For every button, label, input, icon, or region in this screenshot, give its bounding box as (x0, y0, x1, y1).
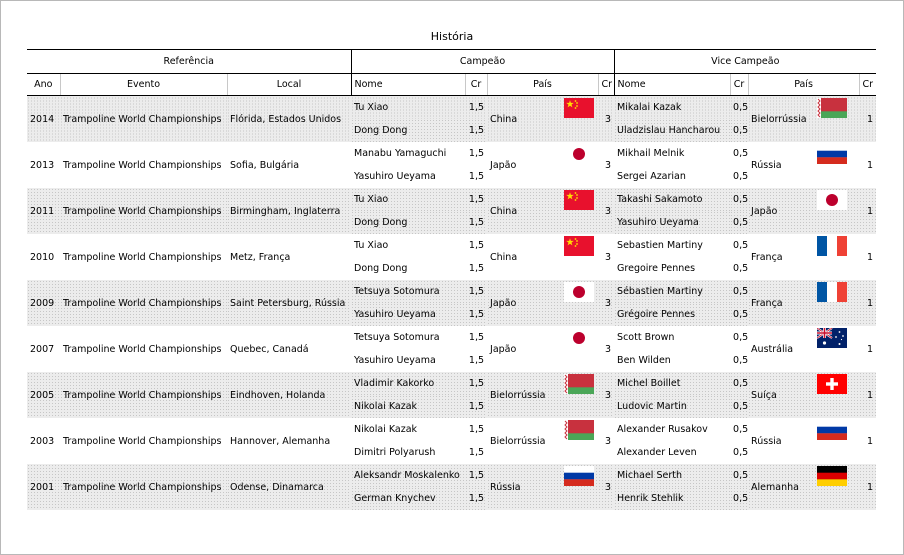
vice-name-2: Gregoire Pennes (617, 263, 696, 274)
champion-name-2: Nikolai Kazak (351, 395, 465, 418)
champion-country-name: Japão (490, 297, 517, 309)
vice-cr-2: 0,5 (733, 355, 749, 366)
vice-name-2: Ben Wilden (617, 355, 671, 366)
vice-cr-2: 0,5 (733, 447, 749, 458)
champion-total-cell: 3 (605, 435, 612, 447)
china-flag-icon (564, 236, 594, 256)
champion-cr-2: 1,5 (468, 447, 485, 458)
champion-name-1: Tu Xiao (354, 240, 389, 251)
year-cell: 2013 (30, 159, 55, 171)
vice-cr-1: 0,5 (733, 332, 749, 343)
champion-total-cell: 3 (598, 280, 614, 326)
location-cell: Odense, Dinamarca (227, 464, 351, 510)
event-cell: Trampoline World Championships (60, 464, 227, 510)
vice-country-name: Rússia (751, 159, 782, 171)
header-location: Local (227, 74, 351, 96)
vice-name-1: Sebastien Martiny (617, 240, 703, 251)
header-vice-cr: Cr (730, 74, 748, 96)
vice-cr-1: 0,5 (730, 372, 748, 395)
location-cell: Birmingham, Inglaterra (227, 188, 351, 234)
location-cell: Flórida, Estados Unidos (227, 96, 351, 143)
champion-country-name: Japão (490, 343, 517, 355)
vice-name-1: Michel Boillet (614, 372, 730, 395)
history-table (27, 49, 876, 510)
champion-cr-1: 1,5 (468, 332, 485, 343)
belarus-flag-icon (564, 374, 594, 394)
header-champion-cr: Cr (465, 74, 487, 96)
header-vice-name: Nome (614, 74, 730, 96)
champion-country-cell (487, 418, 598, 464)
vice-name-2: Henrik Stehlik (614, 487, 730, 510)
champion-cr-1: 1,5 (465, 372, 487, 395)
champion-cr-1: 1,5 (468, 148, 485, 159)
russia-flag-icon (564, 466, 594, 486)
year-cell: 2007 (30, 343, 55, 355)
event-cell: Trampoline World Championships (60, 188, 227, 234)
vice-cr-1: 0,5 (733, 240, 749, 251)
japan-flag-icon (564, 328, 594, 348)
group-vice: Vice Campeão (614, 50, 876, 74)
vice-name-1: Mikalai Kazak (614, 96, 730, 120)
champion-total-cell: 3 (598, 372, 614, 418)
champion-country-cell (487, 142, 598, 188)
vice-total-cell: 1 (859, 188, 876, 234)
champion-country-cell (487, 234, 598, 280)
vice-country-name: Suíça (751, 389, 777, 401)
champion-cr-1: 1,5 (465, 464, 487, 487)
vice-name-1: Alexander Rusakov (617, 424, 708, 435)
table-row (27, 142, 876, 165)
champion-name-1: Tu Xiao (351, 188, 465, 211)
vice-cr-1: 0,5 (730, 280, 748, 303)
champion-total-cell: 3 (605, 343, 612, 355)
header-vice-country: País (748, 74, 859, 96)
column-header-row (27, 74, 876, 96)
vice-country-cell (748, 188, 859, 234)
vice-name-1: Takashi Sakamoto (614, 188, 730, 211)
vice-total-cell: 1 (867, 435, 874, 447)
header-champion-total: Cr (598, 74, 614, 96)
table-row (27, 464, 876, 487)
event-cell: Trampoline World Championships (63, 343, 222, 355)
location-cell: Sofia, Bulgária (230, 159, 300, 171)
champion-cr-1: 1,5 (465, 188, 487, 211)
year-cell: 2009 (27, 280, 60, 326)
vice-name-1: Scott Brown (617, 332, 675, 343)
champion-name-2: Dong Dong (351, 211, 465, 234)
group-reference: Referência (27, 50, 351, 74)
champion-name-1: Manabu Yamaguchi (354, 148, 447, 159)
champion-cr-2: 1,5 (465, 487, 487, 510)
champion-name-2: Yasuhiro Ueyama (354, 171, 436, 182)
vice-total-cell: 1 (859, 280, 876, 326)
vice-country-name: Japão (751, 205, 778, 217)
champion-country-cell (487, 326, 598, 372)
champion-name-1: Aleksandr Moskalenko (351, 464, 465, 487)
vice-country-cell (748, 96, 859, 143)
champion-name-2: Dong Dong (354, 263, 408, 274)
vice-country-name: Austrália (751, 343, 794, 355)
japan-flag-icon (817, 190, 847, 210)
germany-flag-icon (817, 466, 847, 486)
champion-name-1: Tetsuya Sotomura (354, 332, 440, 343)
table-title: História (430, 30, 474, 43)
champion-country-name: Rússia (490, 481, 521, 493)
champion-cr-1: 1,5 (468, 424, 485, 435)
champion-cr-1: 1,5 (465, 280, 487, 303)
france-flag-icon (817, 236, 847, 256)
champion-total-cell: 3 (605, 159, 612, 171)
event-cell: Trampoline World Championships (63, 159, 222, 171)
vice-name-1: Mikhail Melnik (617, 148, 685, 159)
location-cell: Quebec, Canadá (230, 343, 309, 355)
table-row (27, 326, 876, 349)
champion-country-cell (487, 280, 598, 326)
table-row (27, 372, 876, 395)
table-row (27, 280, 876, 303)
year-cell: 2001 (27, 464, 60, 510)
champion-cr-2: 1,5 (468, 171, 485, 182)
vice-cr-1: 0,5 (733, 424, 749, 435)
vice-country-name: França (751, 297, 783, 309)
champion-country-cell (487, 464, 598, 510)
champion-cr-1: 1,5 (468, 240, 485, 251)
vice-name-2: Ludovic Martin (614, 395, 730, 418)
vice-country-cell (748, 464, 859, 510)
header-champion-name: Nome (351, 74, 465, 96)
champion-name-1: Tetsuya Sotomura (351, 280, 465, 303)
russia-flag-icon (817, 144, 847, 164)
vice-country-cell (748, 418, 859, 464)
location-cell: Hannover, Alemanha (230, 435, 331, 447)
champion-country-name: Bielorrússia (490, 389, 546, 401)
vice-total-cell: 1 (859, 372, 876, 418)
vice-country-cell (748, 234, 859, 280)
vice-country-cell (748, 326, 859, 372)
champion-cr-2: 1,5 (468, 355, 485, 366)
vice-country-name: Rússia (751, 435, 782, 447)
location-cell: Saint Petersburg, Rússia (227, 280, 351, 326)
france-flag-icon (817, 282, 847, 302)
header-event: Evento (60, 74, 227, 96)
table-row (27, 418, 876, 441)
belarus-flag-icon (817, 98, 847, 118)
japan-flag-icon (564, 144, 594, 164)
vice-total-cell: 1 (867, 159, 874, 171)
champion-name-1: Tu Xiao (351, 96, 465, 120)
vice-country-cell (748, 372, 859, 418)
group-champion: Campeão (351, 50, 614, 74)
champion-total-cell: 3 (598, 464, 614, 510)
event-cell: Trampoline World Championships (63, 251, 222, 263)
champion-country-name: China (490, 113, 518, 125)
vice-name-1: Michael Serth (614, 464, 730, 487)
champion-name-2: Dong Dong (351, 119, 465, 142)
champion-cr-2: 1,5 (465, 303, 487, 326)
russia-flag-icon (817, 420, 847, 440)
champion-country-cell (487, 96, 598, 143)
champion-total-cell: 3 (598, 188, 614, 234)
vice-name-2: Sergei Azarian (617, 171, 686, 182)
vice-cr-1: 0,5 (730, 188, 748, 211)
champion-name-1: Vladimir Kakorko (351, 372, 465, 395)
champion-country-name: China (490, 205, 518, 217)
vice-total-cell: 1 (867, 343, 874, 355)
champion-name-2: Yasuhiro Ueyama (354, 355, 436, 366)
champion-cr-1: 1,5 (465, 96, 487, 120)
china-flag-icon (564, 98, 594, 118)
vice-total-cell: 1 (867, 251, 874, 263)
vice-cr-1: 0,5 (730, 464, 748, 487)
vice-cr-1: 0,5 (733, 148, 749, 159)
event-cell: Trampoline World Championships (60, 372, 227, 418)
vice-country-name: Alemanha (751, 481, 799, 493)
location-cell: Eindhoven, Holanda (227, 372, 351, 418)
location-cell: Metz, França (230, 251, 291, 263)
champion-name-2: German Knychev (351, 487, 465, 510)
year-cell: 2011 (27, 188, 60, 234)
vice-cr-2: 0,5 (733, 263, 749, 274)
champion-name-2: Dimitri Polyarush (354, 447, 436, 458)
vice-total-cell: 1 (859, 464, 876, 510)
australia-flag-icon (817, 328, 847, 348)
event-cell: Trampoline World Championships (63, 435, 222, 447)
vice-country-cell (748, 142, 859, 188)
event-cell: Trampoline World Championships (60, 280, 227, 326)
vice-name-2: Yasuhiro Ueyama (614, 211, 730, 234)
header-champion-country: País (487, 74, 598, 96)
table-row (27, 188, 876, 211)
champion-cr-2: 1,5 (468, 263, 485, 274)
champion-name-1: Nikolai Kazak (354, 424, 418, 435)
vice-name-1: Sébastien Martiny (614, 280, 730, 303)
table-row (27, 96, 876, 120)
year-cell: 2010 (30, 251, 55, 263)
china-flag-icon (564, 190, 594, 210)
vice-name-2: Alexander Leven (617, 447, 697, 458)
vice-country-cell (748, 280, 859, 326)
vice-country-name: Bielorrússia (751, 113, 807, 125)
champion-cr-2: 1,5 (465, 395, 487, 418)
vice-country-name: França (751, 251, 783, 263)
vice-total-cell: 1 (859, 96, 876, 143)
champion-country-name: China (490, 251, 518, 263)
champion-total-cell: 3 (598, 96, 614, 143)
champion-country-cell (487, 188, 598, 234)
header-vice-total: Cr (859, 74, 876, 96)
year-cell: 2003 (30, 435, 55, 447)
event-cell: Trampoline World Championships (60, 96, 227, 143)
vice-cr-2: 0,5 (730, 211, 748, 234)
switzerland-flag-icon (817, 374, 847, 394)
vice-cr-2: 0,5 (730, 487, 748, 510)
japan-flag-icon (564, 282, 594, 302)
champion-cr-2: 1,5 (465, 119, 487, 142)
champion-total-cell: 3 (605, 251, 612, 263)
champion-name-2: Yasuhiro Ueyama (351, 303, 465, 326)
vice-cr-2: 0,5 (730, 303, 748, 326)
vice-cr-1: 0,5 (730, 96, 748, 120)
champion-country-name: Japão (490, 159, 517, 171)
champion-cr-2: 1,5 (465, 211, 487, 234)
vice-name-2: Grégoire Pennes (614, 303, 730, 326)
header-year: Ano (27, 74, 60, 96)
vice-cr-2: 0,5 (730, 395, 748, 418)
vice-cr-2: 0,5 (730, 119, 748, 142)
vice-name-2: Uladzislau Hancharou (614, 119, 730, 142)
champion-country-cell (487, 372, 598, 418)
champion-country-name: Bielorrússia (490, 435, 546, 447)
year-cell: 2014 (27, 96, 60, 143)
group-header-row (27, 50, 876, 74)
vice-cr-2: 0,5 (733, 171, 749, 182)
year-cell: 2005 (27, 372, 60, 418)
belarus-flag-icon (564, 420, 594, 440)
table-row (27, 234, 876, 257)
